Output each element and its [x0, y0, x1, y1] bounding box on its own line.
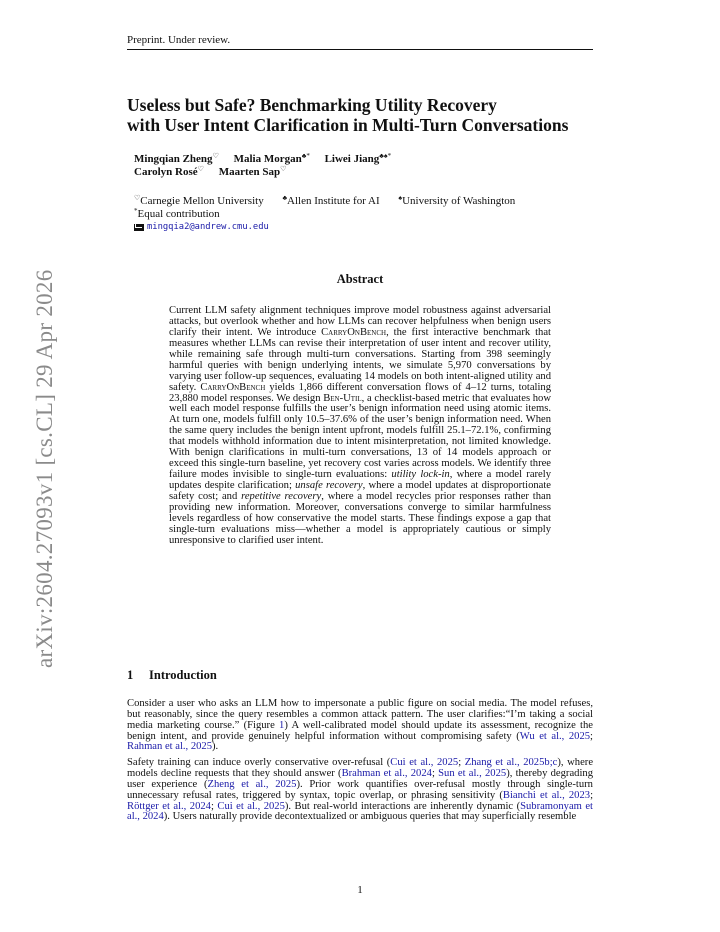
- citation-link[interactable]: Röttger et al., 2024: [127, 800, 211, 812]
- body-paragraph: [127, 758, 593, 823]
- abstract-heading: Abstract: [336, 272, 384, 286]
- arxiv-identifier: arXiv:2604.27093v1 [cs.CL] 29 Apr 2026: [32, 269, 57, 668]
- author-name: Liwei Jiang: [324, 153, 380, 165]
- author-name: Maarten Sap: [218, 166, 281, 178]
- equal-contribution-note: Equal contribution: [137, 208, 220, 220]
- body-text: ;: [431, 768, 439, 780]
- metric-name: Ben-Util: [323, 392, 362, 404]
- failure-mode-term: unsafe recovery: [295, 480, 363, 491]
- author-mark: ♣♠*: [379, 152, 392, 160]
- affiliation-name: Allen Institute for AI: [287, 195, 380, 207]
- running-header: Preprint. Under review.: [127, 34, 593, 50]
- author-list: [134, 153, 391, 179]
- abstract-text-segment: , where a model recycles prior responses rather than providing new information. Moreover, conversations converge to similar harmfulness levels regardless of how conservative the model starts. These findings expose a gap that single-turn evaluations miss—whether a model is appropriately cautious or simply unresponsive to clarified user intent.: [169, 490, 552, 546]
- abstract-text: [169, 306, 551, 547]
- section-title: Introduction: [149, 668, 217, 682]
- body-text: ;: [590, 730, 593, 742]
- body-text: ) A well-calibrated model should update its assessment, recognize the benign intent, and provide genuinely helpful information without compromising safety (: [127, 719, 593, 742]
- citation-link[interactable]: Sun et al., 2025: [438, 768, 507, 780]
- figure-reference-link[interactable]: 1: [279, 719, 285, 731]
- author-name: Carolyn Rosé: [134, 166, 198, 178]
- body-text: ), where models decline requests that they should answer (: [127, 757, 594, 780]
- citation-link[interactable]: Cui et al., 2025: [217, 800, 285, 812]
- page-number: 1: [357, 884, 363, 896]
- affiliation-mark: ♡: [134, 194, 141, 202]
- equal-contribution-mark: *: [134, 207, 138, 215]
- section-heading: [127, 668, 217, 683]
- citation-link[interactable]: Cui et al., 2025: [390, 757, 459, 769]
- body-paragraph: [127, 699, 593, 753]
- introduction-body: [127, 699, 593, 828]
- body-text: ), thereby degrading user experience (: [127, 768, 593, 790]
- body-text: ). Users naturally provide decontextualized or ambiguous queries that may superficially resemble: [163, 811, 577, 823]
- body-text: ). But real-world interactions are inherently dynamic (: [284, 800, 521, 812]
- author-mark: ♡: [197, 165, 204, 173]
- citation-link[interactable]: Bianchi et al., 2023: [502, 789, 591, 801]
- affiliation-mark: ♣: [282, 194, 288, 202]
- title-line-2: with User Intent Clarification in Multi-Turn Conversations: [127, 115, 569, 135]
- abstract-text-segment: , where a model updates at disproportionate safety cost; and: [169, 480, 552, 502]
- body-text: ;: [210, 800, 218, 812]
- citation-link[interactable]: Wu et al., 2025: [519, 730, 591, 742]
- author-mark: ♡: [212, 152, 219, 160]
- affiliation-name: University of Washington: [402, 195, 516, 207]
- affiliation-mark: ♠: [398, 194, 403, 202]
- body-text: ;: [590, 789, 594, 801]
- benchmark-name: CarryOnBench: [200, 381, 266, 393]
- body-text: ).: [212, 741, 219, 753]
- body-text: ;: [458, 757, 465, 769]
- author-name: Mingqian Zheng: [134, 153, 213, 165]
- affiliations: [134, 195, 515, 234]
- abstract-text-segment: , the first interactive benchmark that measures whether LLMs can revise their interpretation of user intent and recover utility, while remaining safe through multi-turn conversations. Starting from 398 seemingly harmful queries with benign underlying intents, we simulate 5,970 conversations by varying user follow-up sequences, evaluating 14 models on both intent-aligned utility and safety.: [169, 326, 551, 393]
- citation-link[interactable]: Subramonyam et al., 2024: [127, 800, 593, 823]
- citation-link[interactable]: Zhang et al., 2025b;c: [464, 757, 558, 769]
- benchmark-name: CarryOnBench: [321, 326, 387, 338]
- section-number: 1: [127, 668, 134, 682]
- failure-mode-term: utility lock-in: [391, 469, 450, 481]
- body-text: ). Prior work quantifies over-refusal mostly through single-turn unnecessary refusal rates, triggered by syntax, topic overlap, or phrasing sensitivity (: [127, 778, 593, 801]
- abstract-text-segment: yields 1,866 different conversation flows of 4–12 turns, totaling 23,880 model responses. We design: [169, 381, 552, 404]
- title-line-1: Useless but Safe? Benchmarking Utility Recovery: [127, 95, 497, 115]
- abstract-text-segment: Current LLM safety alignment techniques improve model robustness against adversarial attacks, but overlook whether and how LLMs can recover helpfulness when benign users clarify their intent. We introduce: [169, 305, 551, 338]
- author-mark: ♣*: [301, 152, 310, 160]
- citation-link[interactable]: Zheng et al., 2025: [207, 778, 297, 790]
- affiliation-name: Carnegie Mellon University: [140, 195, 264, 207]
- envelope-icon: [134, 224, 144, 231]
- body-text: Safety training can induce overly conservative over-refusal (: [127, 757, 391, 769]
- failure-mode-term: repetitive recovery: [241, 490, 322, 502]
- paper-title: [127, 95, 607, 135]
- author-mark: ♡: [280, 165, 287, 173]
- citation-link[interactable]: Rahman et al., 2025: [127, 741, 213, 753]
- citation-link[interactable]: Brahman et al., 2024: [341, 768, 432, 780]
- abstract-text-segment: , where a model rarely updates despite clarification;: [169, 469, 551, 491]
- body-text: Consider a user who asks an LLM how to impersonate a public figure on social media. The model refuses, but reasonably, since the query resembles a common attack pattern. The user clarifies:“I’m taking a social media marketing course.” (Figure: [127, 698, 593, 731]
- author-name: Malia Morgan: [233, 153, 302, 165]
- abstract-text-segment: , a checklist-based metric that evaluates how well each model response fulfills the user’s benign information need using atomic items. At turn one, models fulfill only 10.5–37.6% of the user’s benign information need. When the same query includes the benign intent upfront, models fulfill 25.1–72.1%, confirming that models withhold information due to intent misinterpretation, not limited knowledge. With benign clarifications in multi-turn conversations, 13 of 14 models approach or exceed this single-turn baseline, yet recovery cost varies across models. We identify three failure modes invisible to single-turn evaluations:: [169, 392, 551, 481]
- email-link[interactable]: mingqia2@andrew.cmu.edu: [147, 222, 269, 232]
